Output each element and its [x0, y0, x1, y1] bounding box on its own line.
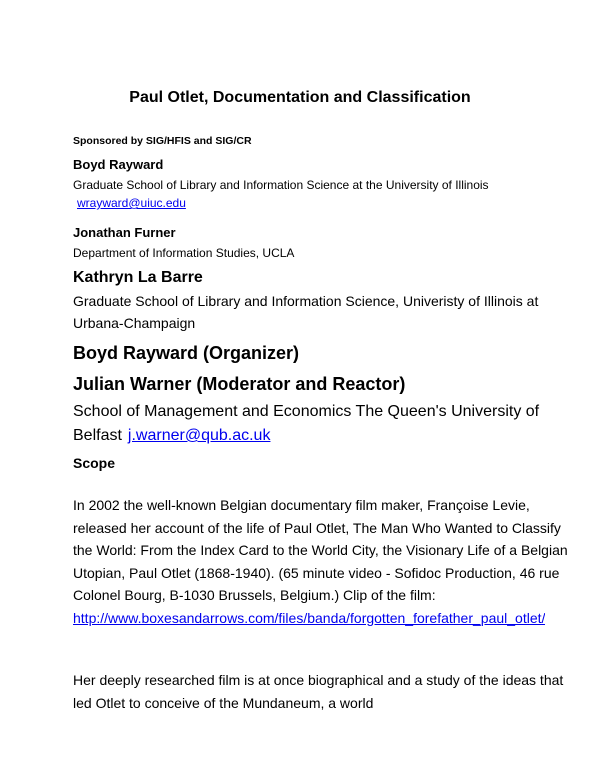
author-name-jonathan-furner: Jonathan Furner	[73, 225, 176, 240]
organizer-name: Boyd Rayward (Organizer)	[73, 343, 300, 363]
scope-paragraph-1-text: In 2002 the well-known Belgian documentary film maker, Françoise Levie, released her account of the life of Paul Otlet, The Man Who Wanted to Classify the World: From the Index Card to the World City, the Visionary Life of a Belgian Utopian, Paul Otlet (1868-1940). (65 minute video - Sofidoc Production, 46 rue Colonel Bourg, B-1030 Brussels, Belgium.) Clip of the film:	[73, 497, 568, 604]
author-name-kathryn-la-barre: Kathryn La Barre	[73, 269, 203, 286]
scope-paragraph-2: Her deeply researched film is at once biographical and a study of the ideas that led Otlet to conceive of the Mundaneum, a world	[73, 672, 564, 711]
moderator-name: Julian Warner (Moderator and Reactor)	[73, 374, 406, 394]
sponsor-line: Sponsored by SIG/HFIS and SIG/CR	[73, 135, 252, 147]
moderator-affiliation	[73, 400, 573, 448]
scope-paragraph-1	[73, 494, 573, 630]
scope-heading: Scope	[73, 455, 116, 471]
moderator-email-link[interactable]: j.warner@qub.ac.uk	[127, 427, 271, 444]
film-clip-link[interactable]: http://www.boxesandarrows.com/files/banda/forgotten_forefather_paul_otlet/	[73, 609, 546, 626]
moderator-affiliation-text: School of Management and Economics The Queen's University of Belfast	[73, 403, 540, 444]
author-affiliation-kathryn-la-barre: Graduate School of Library and Information Science, Univeristy of Illinois at Urbana-Champaign	[73, 293, 539, 331]
document-title: Paul Otlet, Documentation and Classification	[129, 89, 471, 106]
author-email-link-boyd-rayward[interactable]: wrayward@uiuc.edu	[77, 196, 186, 210]
author-affiliation-boyd-rayward: Graduate School of Library and Information Science at the University of Illinois	[73, 178, 489, 192]
author-affiliation-jonathan-furner: Department of Information Studies, UCLA	[73, 246, 295, 260]
author-name-boyd-rayward: Boyd Rayward	[73, 157, 164, 172]
